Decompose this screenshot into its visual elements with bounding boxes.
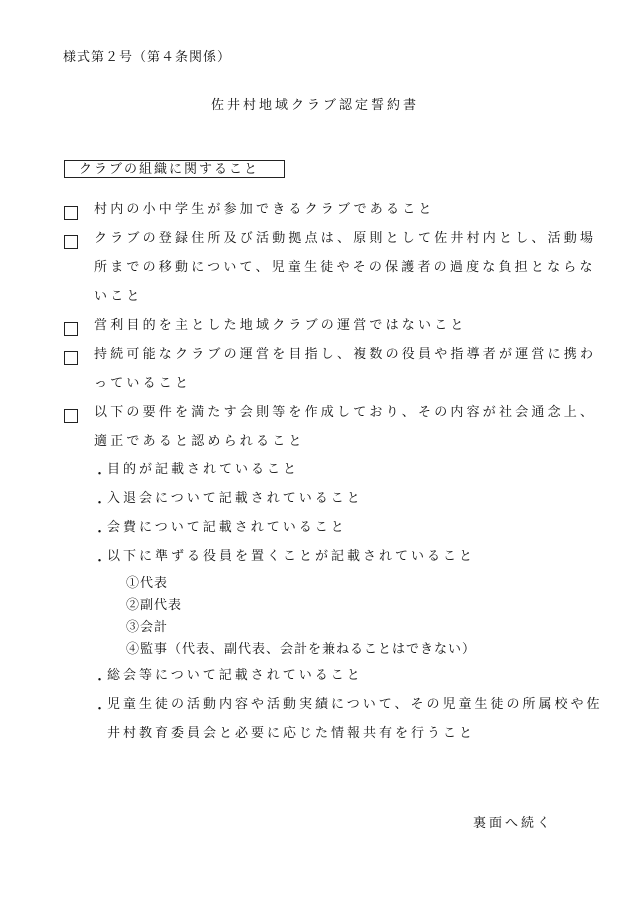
requirement-item xyxy=(93,698,603,748)
requirement-text: 入退会について記載されていること xyxy=(107,491,363,506)
requirement-text: 以下に準ずる役員を置くことが記載されていること xyxy=(107,549,476,564)
requirement-item xyxy=(93,521,603,542)
requirement-text: 目的が記載されていること xyxy=(107,462,300,477)
bullet-mark: ・ xyxy=(93,525,110,540)
requirement-text: 総会等について記載されていること xyxy=(107,668,363,683)
section-heading: クラブの組織に関すること xyxy=(64,160,285,178)
requirement-item xyxy=(93,463,603,484)
continued-note: 裏面へ続く xyxy=(473,816,554,831)
requirement-text: 児童生徒の活動内容や活動実績について、その児童生徒の所属校や佐井村教育委員会と必要に応じた情報共有を行うこと xyxy=(107,697,603,741)
checkbox[interactable] xyxy=(64,351,78,365)
officer-item: ③会計 xyxy=(126,620,169,635)
bullet-mark: ・ xyxy=(93,673,110,688)
document-title: 佐井村地域クラブ認定誓約書 xyxy=(210,98,419,113)
pledge-item-2 xyxy=(64,232,604,311)
requirement-item xyxy=(93,550,603,571)
bullet-mark: ・ xyxy=(93,496,110,511)
pledge-item-text: 村内の小中学生が参加できるクラブであること xyxy=(94,202,435,217)
pledge-item-text: クラブの登録住所及び活動拠点は、原則として佐井村内とし、活動場所までの移動について、児童生徒やその保護者の過度な負担とならないこと xyxy=(94,231,597,304)
requirement-item xyxy=(93,492,603,513)
form-number: 様式第２号（第４条関係） xyxy=(63,50,232,65)
pledge-item-text: 営利目的を主とした地域クラブの運営ではないこと xyxy=(94,318,467,333)
officer-item: ②副代表 xyxy=(126,598,183,613)
requirement-item xyxy=(93,669,603,690)
bullet-mark: ・ xyxy=(93,554,110,569)
officer-item: ④監事（代表、副代表、会計を兼ねることはできない） xyxy=(126,642,477,657)
checkbox[interactable] xyxy=(64,409,78,423)
bullet-mark: ・ xyxy=(93,702,110,717)
officer-item: ①代表 xyxy=(126,576,169,591)
bullet-mark: ・ xyxy=(93,467,110,482)
pledge-item-5 xyxy=(64,406,604,456)
pledge-item-1 xyxy=(64,203,604,224)
checkbox[interactable] xyxy=(64,322,78,336)
requirement-text: 会費について記載されていること xyxy=(107,520,347,535)
checkbox[interactable] xyxy=(64,206,78,220)
pledge-item-4 xyxy=(64,348,604,398)
pledge-item-text: 持続可能なクラブの運営を目指し、複数の役員や指導者が運営に携わっていること xyxy=(94,347,597,391)
pledge-item-text: 以下の要件を満たす会則等を作成しており、その内容が社会通念上、適正であると認められること xyxy=(94,405,597,449)
pledge-item-3 xyxy=(64,319,604,340)
checkbox[interactable] xyxy=(64,235,78,249)
